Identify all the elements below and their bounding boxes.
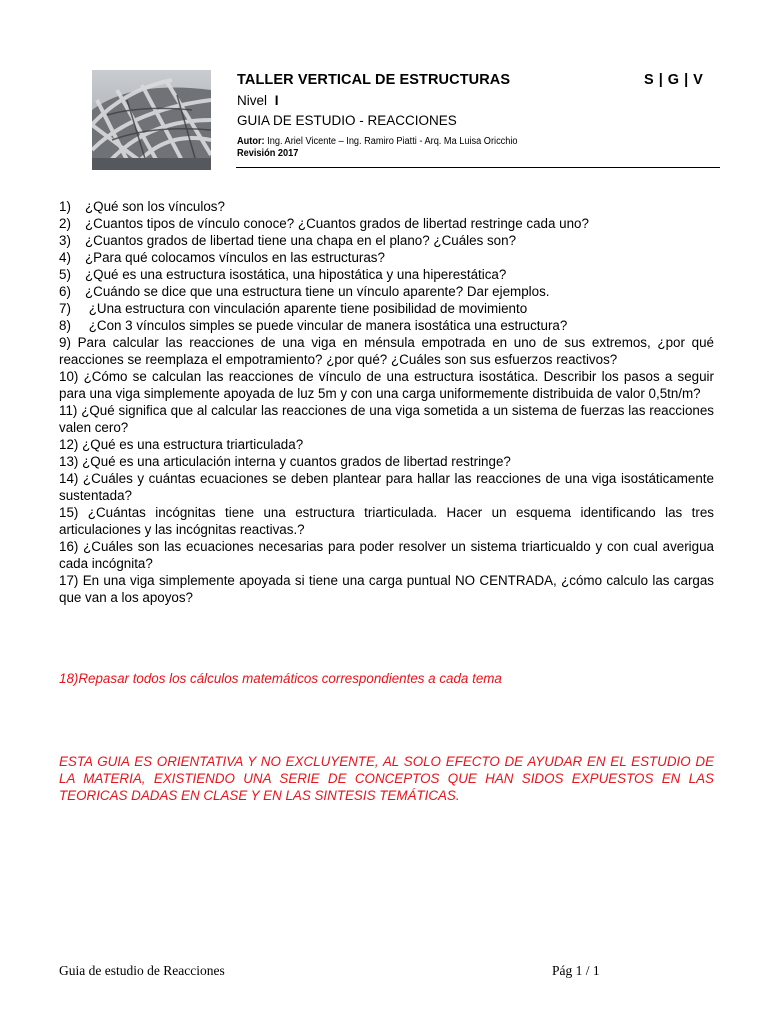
question-text: En una viga simplemente apoyada si tiene una carga puntual NO CENTRADA, ¿cómo calculo las cargas que van a los apoyos?: [59, 573, 714, 605]
guide-title: GUIA DE ESTUDIO - REACCIONES: [237, 113, 457, 128]
question-text: ¿Cuáles y cuántas ecuaciones se deben plantear para hallar las reacciones de una viga isostáticamente sustentada?: [59, 471, 714, 503]
authors-line: [237, 136, 518, 147]
question-number: 17): [59, 573, 79, 588]
question-text: ¿Cuántas incógnitas tiene una estructura triarticulada. Hacer un esquema identificando las tres articulaciones y las incógnitas reactivas.?: [59, 505, 714, 537]
question-number: 3): [59, 233, 71, 248]
review-note-text: Repasar todos los cálculos matemáticos correspondientes a cada tema: [78, 671, 502, 686]
question-text: ¿Qué significa que al calcular las reacciones de una viga sometida a un sistema de fuerzas las reacciones valen cero?: [59, 403, 714, 435]
question-item: [59, 300, 714, 317]
question-number: 5): [59, 267, 71, 282]
header-divider: [236, 167, 720, 168]
level-line: [237, 93, 279, 108]
question-number: 16): [59, 539, 79, 554]
question-text: ¿Cuándo se dice que una estructura tiene un vínculo aparente? Dar ejemplos.: [85, 284, 550, 299]
question-text: ¿Cómo se calculan las reacciones de vínculo de una estructura isostática. Describir los pasos a seguir para una viga simplemente apoyada de luz 5m y con una carga uniformemente distribuida de valor 0,5tn/m?: [59, 369, 714, 401]
question-number: 15): [59, 505, 79, 520]
footer-document-title: Guia de estudio de Reacciones: [59, 963, 225, 978]
footer-page-number: Pág 1 / 1: [552, 963, 600, 978]
review-note: [59, 670, 714, 687]
level-label: Nivel: [237, 93, 268, 108]
question-number: 7): [59, 301, 71, 316]
question-item: [59, 368, 714, 402]
question-text: ¿Qué es una estructura isostática, una hipostática y una hiperestática?: [85, 267, 507, 282]
question-text: ¿Una estructura con vinculación aparente tiene posibilidad de movimiento: [85, 301, 528, 316]
question-number: 14): [59, 471, 79, 486]
authors-label: Autor:: [237, 136, 265, 147]
question-number: 4): [59, 250, 71, 265]
question-item: [59, 215, 714, 232]
question-text: ¿Cuáles son las ecuaciones necesarias para poder resolver un sistema triarticualdo y con cual averigua cada incógnita?: [59, 539, 714, 571]
question-number: 11): [59, 403, 78, 418]
question-item: [59, 538, 714, 572]
question-text: ¿Qué es una articulación interna y cuantos grados de libertad restringe?: [82, 454, 511, 469]
course-title: TALLER VERTICAL DE ESTRUCTURAS: [237, 72, 511, 88]
questions-list: [59, 198, 714, 606]
question-number: 6): [59, 284, 71, 299]
review-note-number: 18): [59, 671, 79, 686]
question-item: [59, 402, 714, 436]
question-item: [59, 504, 714, 538]
question-item: [59, 436, 714, 453]
question-number: 9): [59, 335, 71, 350]
question-text: ¿Qué son los vínculos?: [85, 199, 225, 214]
question-number: 1): [59, 199, 71, 214]
question-item: [59, 283, 714, 300]
question-number: 10): [59, 369, 79, 384]
sgv-logo: S | G | V: [644, 72, 704, 88]
question-text: ¿Cuantos grados de libertad tiene una chapa en el plano? ¿Cuáles son?: [85, 233, 517, 248]
question-item: [59, 266, 714, 283]
question-text: Para calcular las reacciones de una viga en ménsula empotrada en uno de sus extremos, ¿por qué reacciones se reemplaza el empotramiento? ¿por qué? ¿Cuáles son sus esfuerzos reactivos?: [59, 335, 714, 367]
question-number: 13): [59, 454, 79, 469]
question-text: ¿Qué es una estructura triarticulada?: [82, 437, 304, 452]
question-text: ¿Cuantos tipos de vínculo conoce? ¿Cuantos grados de libertad restringe cada uno?: [85, 216, 589, 231]
question-item: [59, 232, 714, 249]
question-item: [59, 453, 714, 470]
question-item: [59, 198, 714, 215]
question-number: 2): [59, 216, 71, 231]
question-item: [59, 249, 714, 266]
level-value: I: [274, 93, 279, 108]
question-text: ¿Para qué colocamos vínculos en las estructuras?: [85, 250, 385, 265]
question-item: [59, 470, 714, 504]
question-item: [59, 334, 714, 368]
disclaimer-notice: ESTA GUIA ES ORIENTATIVA Y NO EXCLUYENTE, AL SOLO EFECTO DE AYUDAR EN EL ESTUDIO DE LA MATERIA, EXISTIENDO UNA SERIE DE CONCEPTOS QUE HAN SIDOS EXPUESTOS EN LAS TEORICAS DADAS EN CLASE Y EN LAS SINTESIS TEMÁTICAS.: [59, 754, 714, 803]
question-number: 8): [59, 318, 71, 333]
authors-names: Ing. Ariel Vicente – Ing. Ramiro Piatti - Arq. Ma Luisa Oricchio: [267, 136, 518, 147]
revision-label: Revisión 2017: [237, 148, 299, 159]
question-number: 12): [59, 437, 79, 452]
stadium-structure-photo: [92, 70, 211, 170]
question-item: [59, 572, 714, 606]
question-text: ¿Con 3 vínculos simples se puede vincular de manera isostática una estructura?: [85, 318, 568, 333]
question-item: [59, 317, 714, 334]
